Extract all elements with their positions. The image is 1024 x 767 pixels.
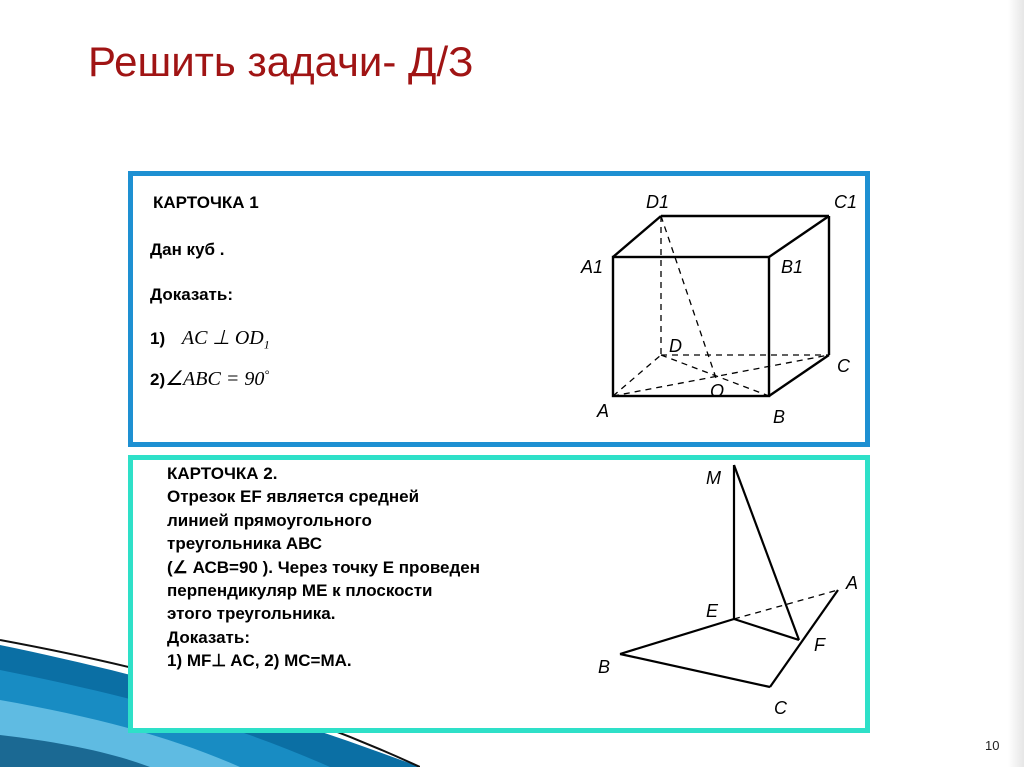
label-D: D: [669, 336, 682, 356]
card1-given: Дан куб .: [150, 240, 225, 259]
label-B: B: [773, 407, 786, 427]
slide-right-shadow: [1008, 0, 1024, 767]
card1-heading: КАРТОЧКА 1: [153, 193, 259, 212]
item1-label: 1): [150, 329, 166, 348]
item1-subscript: 1: [263, 337, 270, 352]
card2-line-9: 1) MF⊥ AC, 2) MC=MA.: [167, 651, 352, 671]
label-F: F: [814, 635, 825, 655]
card2-line-4: треугольника АВС: [167, 534, 323, 554]
card2-line-8: Доказать:: [167, 627, 250, 647]
item2-degree: °: [264, 367, 270, 382]
slide-title: Решить задачи- Д/З: [88, 38, 474, 85]
card2-line-5: (∠ АСВ=90 ). Через точку Е проведен: [167, 557, 481, 577]
label-B1: B1: [781, 257, 804, 277]
card1-prove: Доказать:: [150, 285, 233, 304]
label-A1: A1: [581, 257, 604, 277]
card2-line-6: перпендикуляр МЕ к плоскости: [167, 581, 433, 601]
card2-line-2: Отрезок EF является средней: [167, 487, 420, 507]
label-M: M: [706, 468, 721, 488]
card1-item1: [150, 325, 270, 352]
card2-line-1: КАРТОЧКА 2.: [167, 464, 278, 483]
item1-formula: AC ⊥ OD: [181, 327, 264, 349]
card2-text: [167, 462, 480, 673]
item2-label: 2): [150, 370, 166, 389]
label-C: C: [837, 356, 850, 376]
cube-figure: [570, 185, 870, 435]
triangle-figure: [585, 460, 870, 730]
label-E: E: [706, 601, 719, 621]
label-B: B: [598, 657, 611, 677]
card1-item2: [150, 366, 269, 391]
card2-line-7: этого треугольника.: [167, 604, 336, 624]
label-O: O: [710, 381, 725, 401]
label-C: C: [774, 698, 787, 718]
card2-line-3: линией прямоугольного: [167, 510, 372, 530]
label-D1: D1: [646, 192, 670, 212]
label-A: A: [846, 573, 859, 593]
label-A: A: [597, 401, 610, 421]
page-number: 10: [985, 738, 1000, 753]
item2-formula: ∠ABC = 90: [165, 368, 265, 390]
label-C1: C1: [834, 192, 858, 212]
